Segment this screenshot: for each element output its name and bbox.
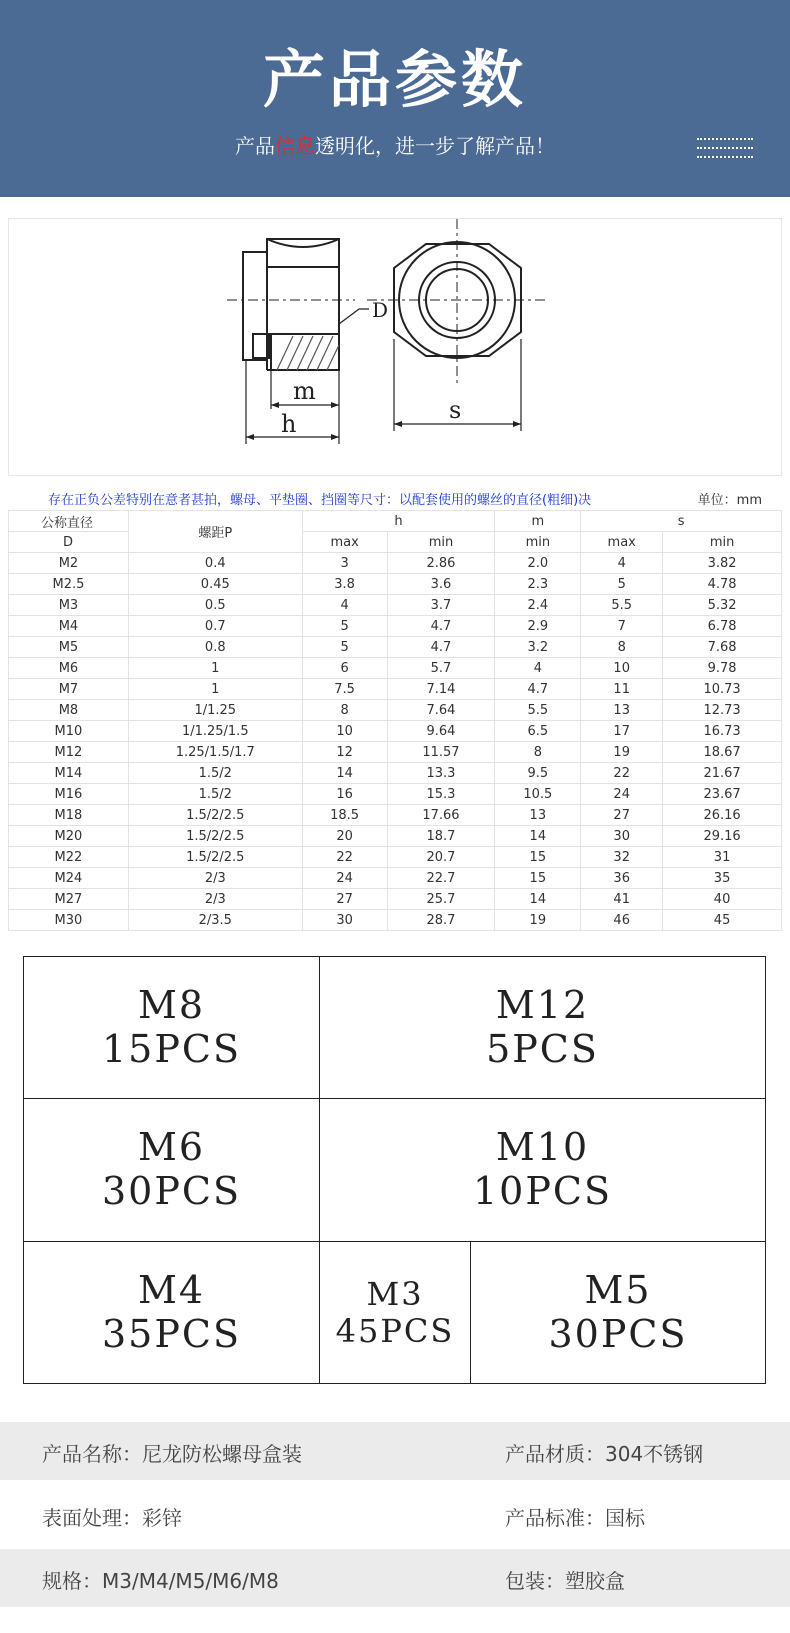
cell-s-max: 11 [581,679,663,700]
cell-s-min: 29.16 [663,826,782,847]
nut-side-flange [243,252,267,360]
cell-diameter: M3 [9,595,129,616]
surface-treatment: 表面处理：彩锌 [42,1506,182,1530]
cell-h-min: 22.7 [387,868,495,889]
cell-s-max: 22 [581,763,663,784]
cell-pitch: 2/3 [128,889,302,910]
subtitle-start: 产品 [235,134,275,158]
cell-pitch: 0.8 [128,637,302,658]
info-row-spec [0,1549,790,1607]
qty-size: M3 [366,1274,424,1313]
cell-s-min: 16.73 [663,721,782,742]
table-row [9,700,782,721]
nut-drawing [9,219,783,477]
table-row [9,721,782,742]
cell-diameter: M27 [9,889,129,910]
m-label: m [293,377,316,405]
cell-m-min: 2.4 [495,595,581,616]
cell-pitch: 2/3.5 [128,910,302,931]
dots-decoration [697,138,753,165]
cell-h-max: 4 [302,595,387,616]
cell-m-min: 2.9 [495,616,581,637]
header-banner [0,0,790,197]
table-row [9,826,782,847]
cell-pitch: 2/3 [128,868,302,889]
cell-m-min: 3.2 [495,637,581,658]
cell-m-min: 4 [495,658,581,679]
cell-s-max: 27 [581,805,663,826]
cell-diameter: M5 [9,637,129,658]
table-subheader-row [9,532,782,553]
cell-pitch: 0.4 [128,553,302,574]
cell-h-max: 18.5 [302,805,387,826]
cell-s-max: 36 [581,868,663,889]
cell-s-min: 18.67 [663,742,782,763]
cell-s-max: 5 [581,574,663,595]
cell-s-max: 24 [581,784,663,805]
cell-s-max: 17 [581,721,663,742]
product-standard: 产品标准：国标 [505,1506,645,1530]
cell-m-min: 9.5 [495,763,581,784]
qty-size: M5 [584,1267,652,1312]
table-row [9,595,782,616]
subtitle-highlight: 信息 [275,134,315,158]
cell-diameter: M14 [9,763,129,784]
qty-cell-m4 [23,1241,320,1384]
table-row [9,553,782,574]
h-label: h [281,410,297,438]
cell-m-min: 2.0 [495,553,581,574]
qty-count: 45PCS [335,1311,455,1350]
header-h-min: min [387,532,495,553]
cell-h-min: 20.7 [387,847,495,868]
qty-count: 10PCS [472,1169,613,1213]
cell-diameter: M18 [9,805,129,826]
cell-h-max: 6 [302,658,387,679]
cell-diameter: M22 [9,847,129,868]
cell-s-min: 31 [663,847,782,868]
cell-h-min: 3.6 [387,574,495,595]
cell-m-min: 2.3 [495,574,581,595]
cell-s-min: 7.68 [663,637,782,658]
qty-cell-m3 [319,1241,471,1384]
header-diameter-bottom: D [9,532,129,553]
cell-m-min: 8 [495,742,581,763]
cell-s-min: 3.82 [663,553,782,574]
table-row [9,868,782,889]
cell-pitch: 0.7 [128,616,302,637]
cell-h-min: 3.7 [387,595,495,616]
cell-pitch: 1/1.25 [128,700,302,721]
cell-pitch: 1.5/2/2.5 [128,826,302,847]
qty-cell-m5 [470,1241,766,1384]
cell-pitch: 1.5/2/2.5 [128,847,302,868]
cell-diameter: M2 [9,553,129,574]
cell-h-min: 13.3 [387,763,495,784]
cell-pitch: 0.5 [128,595,302,616]
qty-count: 5PCS [486,1026,599,1071]
cell-pitch: 1.5/2 [128,763,302,784]
cell-h-min: 28.7 [387,910,495,931]
cell-s-min: 40 [663,889,782,910]
cell-pitch: 1 [128,679,302,700]
product-spec: 规格：M3/M4/M5/M6/M8 [42,1569,279,1593]
cell-diameter: M16 [9,784,129,805]
cell-diameter: M12 [9,742,129,763]
cell-pitch: 1.25/1.5/1.7 [128,742,302,763]
cell-diameter: M30 [9,910,129,931]
cell-h-min: 9.64 [387,721,495,742]
cell-h-max: 5 [302,637,387,658]
page-subtitle [0,130,790,159]
cell-h-max: 8 [302,700,387,721]
cell-h-min: 5.7 [387,658,495,679]
cell-h-max: 27 [302,889,387,910]
spec-table [8,510,782,931]
cell-s-max: 4 [581,553,663,574]
cell-m-min: 10.5 [495,784,581,805]
info-row-surface [0,1486,790,1544]
table-row [9,784,782,805]
product-name: 产品名称：尼龙防松螺母盒装 [42,1442,302,1466]
qty-size: M10 [495,1125,590,1170]
cell-h-max: 10 [302,721,387,742]
cell-s-min: 23.67 [663,784,782,805]
cell-h-min: 11.57 [387,742,495,763]
cell-h-min: 4.7 [387,637,495,658]
table-row [9,763,782,784]
subtitle-end: 透明化，进一步了解产品！ [315,134,555,158]
cell-diameter: M6 [9,658,129,679]
table-row [9,658,782,679]
cell-h-max: 3.8 [302,574,387,595]
table-row [9,574,782,595]
cell-h-max: 3 [302,553,387,574]
header-m: m [495,511,581,532]
cell-m-min: 15 [495,868,581,889]
cell-h-min: 18.7 [387,826,495,847]
qty-cell-m10 [319,1098,766,1242]
product-packaging: 包装：塑胶盒 [505,1569,625,1593]
qty-count: 15PCS [101,1026,242,1071]
cell-s-max: 30 [581,826,663,847]
unit-label: 单位：mm [697,493,762,508]
cell-m-min: 14 [495,889,581,910]
page-title: 产品参数 [262,43,527,116]
qty-size: M12 [495,982,590,1027]
cell-m-min: 13 [495,805,581,826]
diameter-label: D [372,298,389,322]
cell-h-max: 30 [302,910,387,931]
product-material: 产品材质：304不锈钢 [505,1442,704,1466]
cell-m-min: 6.5 [495,721,581,742]
cell-h-max: 20 [302,826,387,847]
cell-diameter: M24 [9,868,129,889]
cell-s-max: 19 [581,742,663,763]
cell-diameter: M10 [9,721,129,742]
table-row [9,847,782,868]
cell-s-max: 8 [581,637,663,658]
cell-s-min: 26.16 [663,805,782,826]
cell-h-max: 16 [302,784,387,805]
cell-h-max: 24 [302,868,387,889]
table-row [9,910,782,931]
qty-count: 30PCS [101,1169,242,1213]
cell-m-min: 19 [495,910,581,931]
cell-h-min: 4.7 [387,616,495,637]
qty-size: M8 [137,982,206,1027]
cell-h-min: 25.7 [387,889,495,910]
info-row-name [0,1422,790,1480]
cell-h-min: 7.14 [387,679,495,700]
cell-pitch: 1.5/2 [128,784,302,805]
cell-pitch: 1/1.25/1.5 [128,721,302,742]
table-row [9,616,782,637]
qty-cell-m12 [319,956,766,1099]
header-s-min: min [663,532,782,553]
table-header-row [9,511,782,532]
cell-h-min: 15.3 [387,784,495,805]
cell-s-min: 45 [663,910,782,931]
cell-s-max: 32 [581,847,663,868]
cell-s-min: 6.78 [663,616,782,637]
cell-s-max: 10 [581,658,663,679]
nut-side-hex-outline [267,239,339,349]
cell-s-min: 4.78 [663,574,782,595]
cell-h-max: 12 [302,742,387,763]
qty-cell-m6 [23,1098,320,1242]
qty-size: M6 [137,1125,206,1170]
cell-s-min: 10.73 [663,679,782,700]
header-h: h [302,511,495,532]
header-diameter-top: 公称直径 [9,511,129,532]
cell-m-min: 5.5 [495,700,581,721]
s-label: s [449,396,462,424]
cell-h-max: 5 [302,616,387,637]
table-row [9,637,782,658]
qty-size: M4 [137,1267,206,1312]
cell-s-min: 9.78 [663,658,782,679]
header-h-max: max [302,532,387,553]
cell-s-max: 46 [581,910,663,931]
cell-s-max: 5.5 [581,595,663,616]
cell-s-min: 35 [663,868,782,889]
header-s-max: max [581,532,663,553]
nut-diagram [8,218,782,476]
tolerance-note: 存在正负公差特别在意者甚拍，螺母、平垫圈、挡圈等尺寸：以配套使用的螺丝的直径(粗细)决 [48,493,592,508]
header-pitch: 螺距P [128,511,302,553]
spec-table-body [9,511,782,931]
cell-s-min: 5.32 [663,595,782,616]
cell-m-min: 15 [495,847,581,868]
cell-h-max: 7.5 [302,679,387,700]
cell-pitch: 0.45 [128,574,302,595]
cell-h-min: 17.66 [387,805,495,826]
cell-diameter: M4 [9,616,129,637]
header-m-min: min [495,532,581,553]
cell-diameter: M20 [9,826,129,847]
table-note-row [8,486,782,510]
cell-m-min: 4.7 [495,679,581,700]
cell-s-max: 13 [581,700,663,721]
cell-pitch: 1 [128,658,302,679]
cell-s-min: 21.67 [663,763,782,784]
header-s: s [581,511,782,532]
cell-diameter: M8 [9,700,129,721]
cell-s-max: 7 [581,616,663,637]
cell-h-max: 22 [302,847,387,868]
cell-s-max: 41 [581,889,663,910]
table-row [9,805,782,826]
table-row [9,889,782,910]
cell-diameter: M2.5 [9,574,129,595]
cell-pitch: 1.5/2/2.5 [128,805,302,826]
cell-h-min: 2.86 [387,553,495,574]
cell-h-max: 14 [302,763,387,784]
cell-s-min: 12.73 [663,700,782,721]
qty-count: 30PCS [548,1311,688,1356]
qty-count: 35PCS [101,1311,242,1356]
table-row [9,742,782,763]
cell-h-min: 7.64 [387,700,495,721]
cell-m-min: 14 [495,826,581,847]
cell-diameter: M7 [9,679,129,700]
table-row [9,679,782,700]
qty-cell-m8 [23,956,320,1099]
